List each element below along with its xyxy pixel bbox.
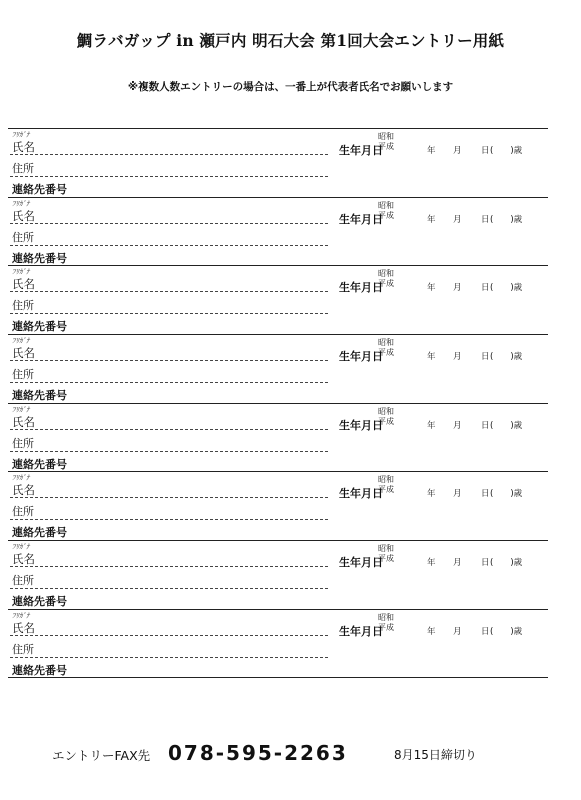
address-field[interactable] [10,382,328,383]
name-field[interactable] [10,566,328,567]
era-options[interactable] [378,201,394,221]
entry-block [8,265,548,334]
era-showa[interactable]: 昭和 [378,200,394,210]
address-label: 住所 [12,436,34,450]
phone-label: 連絡先番号 [12,526,67,540]
furigana-label: ﾌﾘｶﾞﾅ [12,474,30,483]
month-unit: 月 [453,626,462,637]
name-label: 氏名 [12,208,35,223]
furigana-label: ﾌﾘｶﾞﾅ [12,131,30,139]
day-unit: 日 [481,626,490,637]
address-label: 住所 [12,574,34,588]
address-label: 住所 [12,642,34,656]
furigana-label: ﾌﾘｶﾞﾅ [12,268,30,277]
era-options[interactable] [378,613,394,633]
month-unit: 月 [453,283,462,294]
era-heisei[interactable]: 平成 [378,485,394,495]
phone-label: 連絡先番号 [12,663,67,677]
era-showa[interactable]: 昭和 [378,269,394,279]
furigana-label: ﾌﾘｶﾞﾅ [12,337,30,346]
entry-block [8,197,548,266]
address-field[interactable] [10,451,328,452]
era-options[interactable] [378,338,394,358]
birthdate-label: 生年月日 [339,212,383,226]
year-unit: 年 [427,146,436,156]
name-field[interactable] [10,497,328,498]
day-unit: 日 [481,420,490,431]
furigana-label: ﾌﾘｶﾞﾅ [12,611,30,620]
furigana-label: ﾌﾘｶﾞﾅ [12,543,30,552]
era-heisei[interactable]: 平成 [378,416,394,426]
age-unit: ( )歳 [490,626,523,637]
entry-block [8,471,548,540]
era-showa[interactable]: 昭和 [378,544,394,554]
name-label: 氏名 [12,277,35,292]
era-options[interactable] [378,544,394,564]
fax-label: エントリーFAX先 [52,748,151,763]
era-heisei[interactable]: 平成 [378,279,394,289]
year-unit: 年 [427,420,436,431]
year-unit: 年 [427,214,436,225]
era-options[interactable] [378,132,394,152]
era-heisei[interactable]: 平成 [378,142,394,151]
era-heisei[interactable]: 平成 [378,554,394,564]
furigana-label: ﾌﾘｶﾞﾅ [12,199,30,208]
month-unit: 月 [453,420,462,431]
furigana-label: ﾌﾘｶﾞﾅ [12,405,30,414]
entry-block [8,334,548,403]
era-showa[interactable]: 昭和 [378,612,394,622]
address-field[interactable] [10,176,328,177]
era-showa[interactable]: 昭和 [378,406,394,416]
age-unit: ( )歳 [490,420,523,431]
era-showa[interactable]: 昭和 [378,475,394,485]
day-unit: 日 [481,214,490,225]
phone-label: 連絡先番号 [12,251,67,265]
form-title: 鯛ラバガップ in 瀬戸内 明石大会 第1回大会エントリー用紙 [76,31,505,50]
phone-label: 連絡先番号 [12,389,67,403]
era-options[interactable] [378,475,394,495]
name-label: 氏名 [12,414,35,429]
birthdate-label: 生年月日 [339,418,383,432]
day-unit: 日 [481,558,490,569]
year-unit: 年 [427,489,436,500]
era-showa[interactable]: 昭和 [378,338,394,348]
era-heisei[interactable]: 平成 [378,348,394,358]
address-label: 住所 [12,368,34,382]
entry-block [8,403,548,472]
year-unit: 年 [427,626,436,637]
day-unit: 日 [481,283,490,294]
address-field[interactable] [10,588,328,589]
fax-number: 078-595-2263 [168,741,348,765]
address-label: 住所 [12,299,34,313]
day-unit: 日 [481,489,490,500]
era-heisei[interactable]: 平成 [378,622,394,632]
name-label: 氏名 [12,552,35,567]
age-unit: ( )歳 [490,489,523,500]
day-unit: 日 [481,146,490,156]
name-field[interactable] [10,154,328,155]
phone-label: 連絡先番号 [12,457,67,471]
address-label: 住所 [12,505,34,519]
address-label: 住所 [12,230,34,244]
month-unit: 月 [453,558,462,569]
address-label: 住所 [12,162,34,175]
entry-block [8,540,548,609]
era-options[interactable] [378,407,394,427]
age-unit: ( )歳 [490,214,523,225]
name-field[interactable] [10,291,328,292]
name-label: 氏名 [12,620,35,635]
representative-note: ※複数人数エントリーの場合は、一番上が代表者氏名でお願いします [127,81,454,93]
name-field[interactable] [10,223,328,224]
year-unit: 年 [427,352,436,363]
name-field[interactable] [10,635,328,636]
name-label: 氏名 [12,483,35,498]
month-unit: 月 [453,214,462,225]
era-heisei[interactable]: 平成 [378,210,394,220]
birthdate-label: 生年月日 [339,487,383,501]
name-field[interactable] [10,360,328,361]
month-unit: 月 [453,146,462,156]
birthdate-label: 生年月日 [339,556,383,570]
birthdate-label: 生年月日 [339,144,383,157]
year-unit: 年 [427,283,436,294]
day-unit: 日 [481,352,490,363]
address-field[interactable] [10,657,328,658]
birthdate-label: 生年月日 [339,281,383,295]
era-showa[interactable]: 昭和 [378,132,394,141]
phone-label: 連絡先番号 [12,595,67,609]
year-unit: 年 [427,558,436,569]
age-unit: ( )歳 [490,283,523,294]
birthdate-label: 生年月日 [339,624,383,638]
name-label: 氏名 [12,346,35,361]
entry-block [8,609,548,678]
phone-label: 連絡先番号 [12,183,67,196]
address-field[interactable] [10,313,328,314]
name-label: 氏名 [12,140,35,154]
entry-list [8,128,548,678]
age-unit: ( )歳 [490,146,523,156]
era-options[interactable] [378,269,394,289]
phone-label: 連絡先番号 [12,320,67,334]
month-unit: 月 [453,352,462,363]
age-unit: ( )歳 [490,352,523,363]
entry-deadline: 8月15日締切り [394,748,477,762]
address-field[interactable] [10,245,328,246]
entry-block [8,128,548,197]
birthdate-label: 生年月日 [339,350,383,364]
address-field[interactable] [10,519,328,520]
name-field[interactable] [10,429,328,430]
month-unit: 月 [453,489,462,500]
age-unit: ( )歳 [490,558,523,569]
